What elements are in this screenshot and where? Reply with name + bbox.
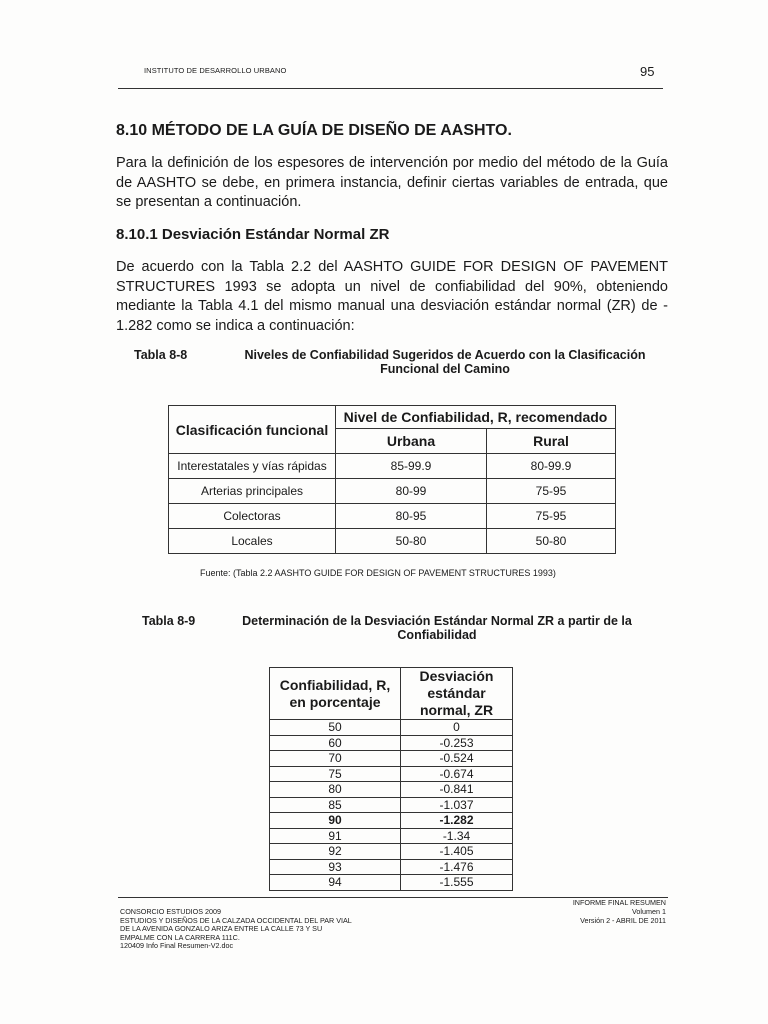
- header-institute: INSTITUTO DE DESARROLLO URBANO: [144, 66, 287, 75]
- col-header-rural: Rural: [487, 429, 616, 454]
- cell-r: 91: [270, 828, 401, 844]
- table1-caption: [215, 348, 675, 376]
- col-header-z-line2: estándar: [427, 685, 486, 701]
- table-row: [270, 766, 513, 782]
- cell-classification: Colectoras: [169, 504, 336, 529]
- reliability-levels-table: [168, 405, 616, 554]
- cell-z: -1.282: [401, 813, 513, 829]
- table2-header-row: [270, 668, 513, 720]
- table-row: [270, 875, 513, 891]
- cell-r: 60: [270, 735, 401, 751]
- cell-z: -1.34: [401, 828, 513, 844]
- table-row: [270, 859, 513, 875]
- cell-z: 0: [401, 720, 513, 736]
- cell-rural: 80-99.9: [487, 454, 616, 479]
- cell-z: -1.476: [401, 859, 513, 875]
- cell-r: 92: [270, 844, 401, 860]
- col-header-r-line2: en porcentaje: [289, 693, 381, 710]
- table2-caption: [222, 614, 652, 642]
- footer-left-line2: ESTUDIOS Y DISEÑOS DE LA CALZADA OCCIDENTAL DEL PAR VIAL: [120, 915, 352, 925]
- table2-label: Tabla 8-9: [142, 614, 196, 628]
- cell-classification: Interestatales y vías rápidas: [169, 454, 336, 479]
- table2-caption-line1: Determinación de la Desviación Estándar Normal ZR a partir de la: [242, 614, 632, 628]
- cell-urban: 80-95: [336, 504, 487, 529]
- cell-r: 70: [270, 751, 401, 767]
- table-row: [270, 720, 513, 736]
- cell-r: 50: [270, 720, 401, 736]
- cell-z: -0.524: [401, 751, 513, 767]
- footer-right-line1: INFORME FINAL RESUMEN: [572, 898, 666, 907]
- zr-deviation-table: [269, 667, 513, 891]
- table-row: [169, 479, 616, 504]
- cell-z: -1.405: [401, 844, 513, 860]
- footer-right: [520, 898, 666, 925]
- cell-z: -0.841: [401, 782, 513, 798]
- col-header-zr: [401, 668, 513, 720]
- table-row: [169, 504, 616, 529]
- footer-left-line1: CONSORCIO ESTUDIOS 2009: [120, 907, 222, 916]
- intro-paragraph: Para la definición de los espesores de intervención por medio del método de la Guía de AASHTO se debe, en primera instancia, definir ciertas variables de entrada, que se presentan a continuación.: [116, 155, 668, 210]
- col-header-reliability-percent: [270, 668, 401, 720]
- table1-source: Fuente: (Tabla 2.2 AASHTO GUIDE FOR DESIGN OF PAVEMENT STRUCTURES 1993): [200, 568, 556, 578]
- table1-label: Tabla 8-8: [134, 348, 188, 362]
- cell-r: 94: [270, 875, 401, 891]
- table-row: [270, 828, 513, 844]
- table2-caption-line2: Confiabilidad: [397, 628, 477, 642]
- footer-left: [120, 908, 400, 951]
- cell-z: -1.555: [401, 875, 513, 891]
- table1-caption-line2: Funcional del Camino: [380, 362, 510, 376]
- cell-urban: 50-80: [336, 529, 487, 554]
- table-row: [270, 797, 513, 813]
- cell-urban: 85-99.9: [336, 454, 487, 479]
- footer-right-line2: Volumen 1: [632, 907, 666, 916]
- col-header-z-line3: normal, ZR: [419, 702, 494, 718]
- col-header-z-line1: Desviación: [419, 668, 494, 684]
- cell-urban: 80-99: [336, 479, 487, 504]
- table1-header-row: [169, 406, 616, 429]
- cell-classification: Arterias principales: [169, 479, 336, 504]
- cell-classification: Locales: [169, 529, 336, 554]
- table-row-highlighted: [270, 813, 513, 829]
- cell-z: -0.253: [401, 735, 513, 751]
- table-row: [270, 751, 513, 767]
- cell-rural: 50-80: [487, 529, 616, 554]
- footer-left-line4: EMPALME CON LA CARRERA 111C.: [120, 932, 240, 942]
- cell-r: 80: [270, 782, 401, 798]
- subsection-paragraph: De acuerdo con la Tabla 2.2 del AASHTO GUIDE FOR DESIGN OF PAVEMENT STRUCTURES 1993 se adopta un nivel de confiabilidad del 90%, obteniendo mediante la Tabla 4.1 del mismo manual una desviación estándar normal (ZR) de - 1.282 como se indica a continuación:: [116, 259, 668, 334]
- footer-left-line3: DE LA AVENIDA GONZALO ARIZA ENTRE LA CALLE 73 Y SU: [120, 924, 323, 934]
- cell-r: 75: [270, 766, 401, 782]
- table-row: [270, 782, 513, 798]
- cell-r: 85: [270, 797, 401, 813]
- footer-right-line3: Versión 2 - ABRIL DE 2011: [580, 916, 666, 925]
- table-row: [270, 735, 513, 751]
- col-header-r-line1: Confiabilidad, R,: [279, 676, 391, 693]
- subsection-title: 8.10.1 Desviación Estándar Normal ZR: [116, 226, 390, 243]
- col-header-classification: Clasificación funcional: [169, 406, 336, 454]
- cell-rural: 75-95: [487, 479, 616, 504]
- footer-left-line5: 120409 Info Final Resumen-V2.doc: [120, 941, 234, 951]
- cell-z: -1.037: [401, 797, 513, 813]
- cell-rural: 75-95: [487, 504, 616, 529]
- table-row: [169, 454, 616, 479]
- header-divider: [118, 88, 663, 89]
- section-title: 8.10 MÉTODO DE LA GUÍA DE DISEÑO DE AASHTO.: [116, 122, 512, 139]
- table1-caption-line1: Niveles de Confiabilidad Sugeridos de Acuerdo con la Clasificación: [244, 348, 646, 362]
- cell-r: 90: [270, 813, 401, 829]
- cell-z: -0.674: [401, 766, 513, 782]
- col-header-reliability: Nivel de Confiabilidad, R, recomendado: [336, 406, 616, 429]
- table-row: [270, 844, 513, 860]
- table-row: [169, 529, 616, 554]
- page-number: 95: [640, 64, 655, 79]
- cell-r: 93: [270, 859, 401, 875]
- col-header-urban: Urbana: [336, 429, 487, 454]
